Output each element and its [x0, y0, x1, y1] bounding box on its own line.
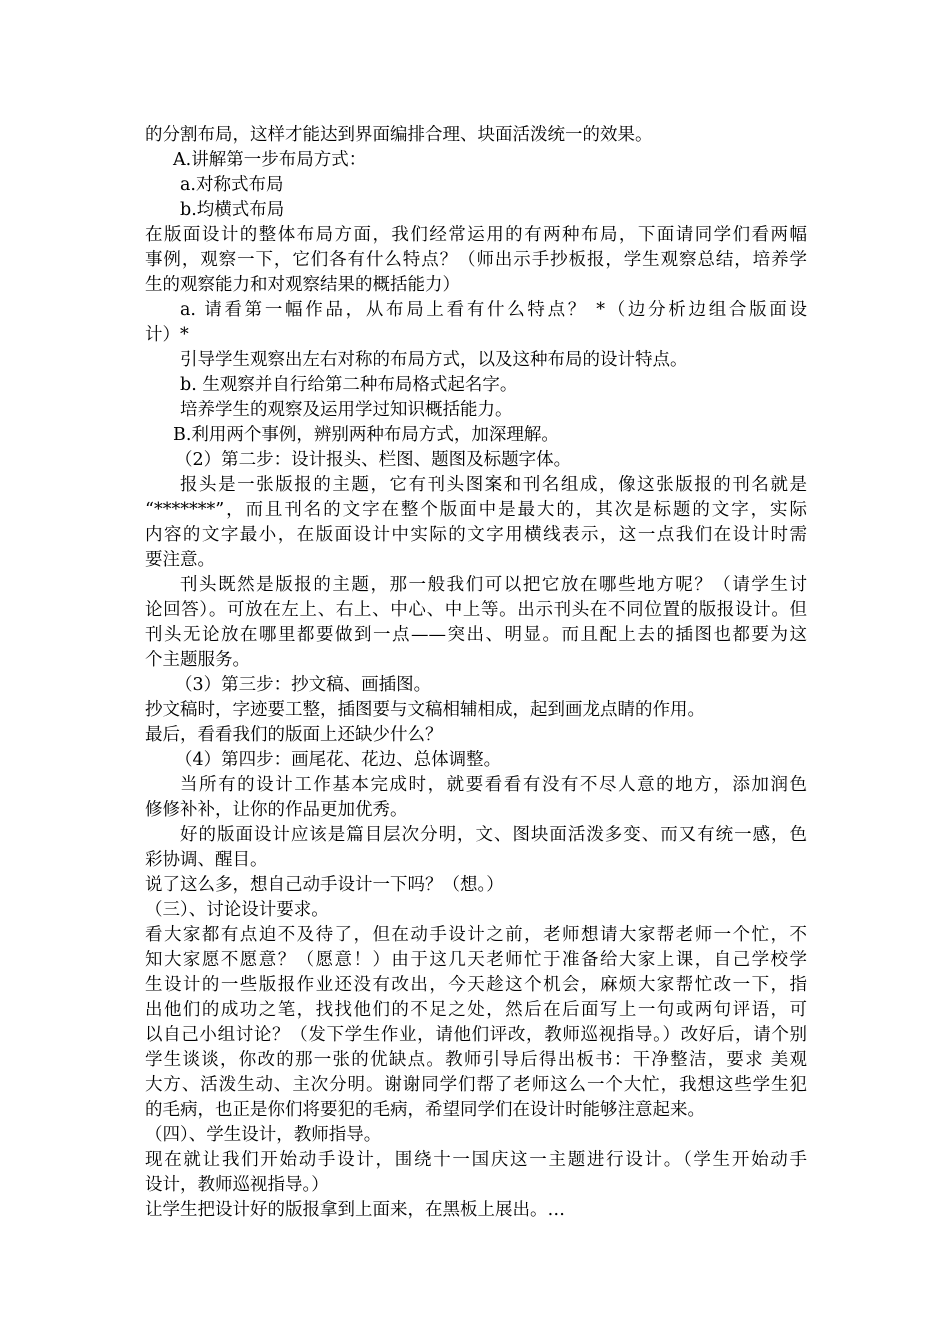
text-line-34: 知大家愿不愿意？（愿意！）由于这几天老师忙于准备给大家上课，自己学校学: [145, 950, 807, 970]
text-line-16: “*******”，而且刊名的文字在整个版面中是最大的，其次是标题的文字，实际: [145, 500, 807, 520]
text-line-27: 当所有的设计工作基本完成时，就要看看有没有不尽人意的地方，添加润色: [180, 775, 807, 795]
text-line-37: 以自己小组讨论？（发下学生作业，请他们评改，教师巡视指导。）改好后，请个别: [145, 1025, 807, 1045]
text-line-2: A.讲解第一步布局方式：: [173, 150, 367, 170]
text-line-18: 要注意。: [145, 550, 215, 570]
document-body: [145, 123, 807, 1223]
text-line-1: 的分割布局，这样才能达到界面编排合理、块面活泼统一的效果。: [145, 125, 653, 145]
text-line-10: 引导学生观察出左右对称的布局方式，以及这种布局的设计特点。: [180, 350, 688, 370]
text-line-35: 生设计的一些版报作业还没有改出，今天趁这个机会，麻烦大家帮忙改一下，指: [145, 975, 807, 995]
text-line-38: 学生谈谈，你改的那一张的优缺点。教师引导后得出板书：干净整洁，要求 美观: [145, 1050, 807, 1070]
text-line-20: 论回答）。可放在左上、右上、中心、中上等。出示刊头在不同位置的版报设计。但: [145, 600, 807, 620]
text-line-32: （三）、讨论设计要求。: [145, 900, 329, 920]
text-line-5: 在版面设计的整体布局方面，我们经常运用的有两种布局，下面请同学们看两幅: [145, 225, 807, 245]
text-line-9: 计）*: [145, 325, 189, 345]
text-line-23: （3）第三步：抄文稿、画插图。: [175, 675, 432, 695]
text-line-19: 刊头既然是版报的主题，那一般我们可以把它放在哪些地方呢？（请学生讨: [180, 575, 807, 595]
text-line-15: 报头是一张版报的主题，它有刊头图案和刊名组成，像这张版报的刊名就是: [180, 475, 807, 495]
text-line-40: 的毛病，也正是你们将要犯的毛病，希望同学们在设计时能够注意起来。: [145, 1100, 705, 1120]
text-line-29: 好的版面设计应该是篇目层次分明，文、图块面活泼多变、而又有统一感，色: [180, 825, 807, 845]
text-line-25: 最后，看看我们的版面上还缺少什么？: [145, 725, 443, 745]
text-line-42: 现在就让我们开始动手设计，围绕十一国庆这一主题进行设计。（学生开始动手: [145, 1150, 807, 1170]
text-line-21: 刊头无论放在哪里都要做到一点——突出、明显。而且配上去的插图也都要为这: [145, 625, 807, 645]
text-line-33: 看大家都有点迫不及待了，但在动手设计之前，老师想请大家帮老师一个忙，不: [145, 925, 807, 945]
text-line-43: 设计，教师巡视指导。）: [145, 1175, 329, 1195]
text-line-6: 事例，观察一下，它们各有什么特点？（师出示手抄板报，学生观察总结，培养学: [145, 250, 807, 270]
text-line-11: b. 生观察并自行给第二种布局格式起名字。: [180, 375, 518, 395]
text-line-13: B.利用两个事例，辨别两种布局方式，加深理解。: [173, 425, 559, 445]
text-line-4: b.均横式布局: [180, 200, 285, 220]
text-line-44: 让学生把设计好的版报拿到上面来，在黑板上展出。…: [145, 1200, 565, 1220]
text-line-7: 生的观察能力和对观察结果的概括能力）: [145, 275, 460, 295]
text-line-24: 抄文稿时，字迹要工整，插图要与文稿相辅相成，起到画龙点睛的作用。: [145, 700, 705, 720]
text-line-14: （2）第二步：设计报头、栏图、题图及标题字体。: [175, 450, 572, 470]
text-line-17: 内容的文字最小，在版面设计中实际的文字用横线表示，这一点我们在设计时需: [145, 525, 807, 545]
text-line-3: a.对称式布局: [180, 175, 284, 195]
text-line-22: 个主题服务。: [145, 650, 250, 670]
text-line-31: 说了这么多，想自己动手设计一下吗？（想。）: [145, 875, 504, 895]
text-line-41: （四）、学生设计，教师指导。: [145, 1125, 382, 1145]
text-line-30: 彩协调、醒目。: [145, 850, 268, 870]
text-line-28: 修修补补，让你的作品更加优秀。: [145, 800, 408, 820]
text-line-12: 培养学生的观察及运用学过知识概括能力。: [180, 400, 513, 420]
text-line-39: 大方、活泼生动、主次分明。谢谢同学们帮了老师这么一个大忙，我想这些学生犯: [145, 1075, 807, 1095]
text-line-36: 出他们的成功之笔，找找他们的不足之处，然后在后面写上一句或两句评语，可: [145, 1000, 807, 1020]
text-line-8: a. 请看第一幅作品，从布局上看有什么特点？ *（边分析边组合版面设: [180, 300, 807, 320]
text-line-26: （4）第四步：画尾花、花边、总体调整。: [175, 750, 502, 770]
